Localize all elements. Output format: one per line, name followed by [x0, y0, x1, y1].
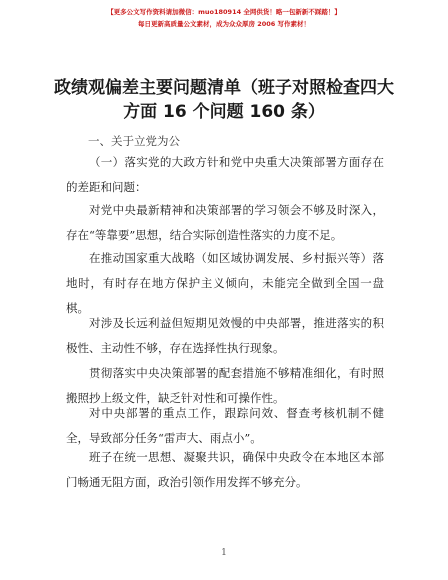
page-number: 1: [221, 548, 227, 558]
body-paragraph: 对涉及长远利益但短期见效慢的中央部署，推进落实的积极性、主动性不够，存在选择性执行现象。: [66, 316, 384, 355]
title-line-1: 政绩观偏差主要问题清单（班子对照检查四大: [54, 78, 394, 98]
title-line-2: 方面 16 个问题 160 条）: [123, 102, 325, 122]
body-paragraph: 对中央部署的重点工作，跟踪问效、督查考核机制不健全，导致部分任务“雷声大、雨点小”。: [66, 406, 384, 445]
body-paragraph: 对党中央最新精神和决策部署的学习领会不够及时深入，存在“等靠要”思想，结合实际创造性落实的力度不足。: [66, 203, 384, 242]
banner-line-subtitle: 每日更新高质量公文素材，成为众众厚房 2006 写作素材！: [137, 20, 311, 28]
section-heading: 一、关于立党为公: [88, 134, 180, 148]
banner-line-promo: 【更多公文写作资料请加微信：muo180914 全网供货！略一包新新不踩踏！】: [107, 8, 341, 16]
body-paragraph: 班子在统一思想、凝聚共识，确保中央政令在本地区本部门畅通无阻方面，政治引领作用发挥不够充分。: [66, 450, 384, 489]
body-paragraph: 在推动国家重大战略（如区域协调发展、乡村振兴等）落地时，有时存在地方保护主义倾向，未能完全做到全国一盘棋。: [66, 251, 384, 315]
subsection-heading: （一）落实党的大政方针和党中央重大决策部署方面存在的差距和问题：: [66, 155, 384, 194]
body-paragraph: 贯彻落实中央决策部署的配套措施不够精准细化，有时照搬照抄上级文件，缺乏针对性和可操作性。: [66, 366, 384, 405]
